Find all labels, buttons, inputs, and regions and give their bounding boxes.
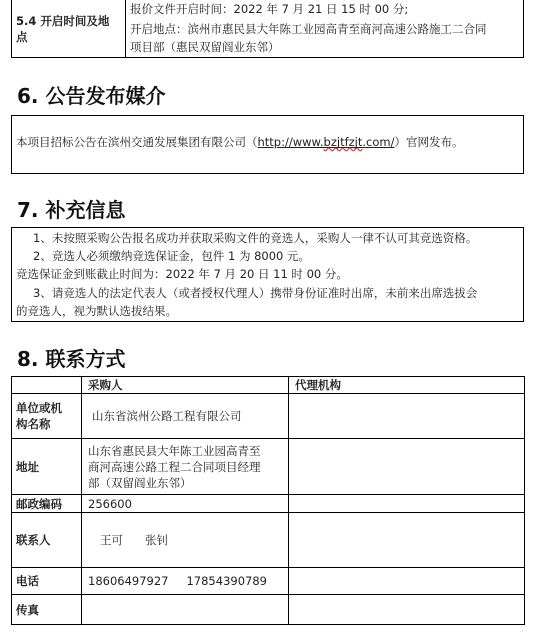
link-prefix: http://www. (257, 135, 324, 149)
phone-label: 电话 (12, 568, 82, 595)
address-value (82, 439, 289, 495)
phone-1: 18606497927 (88, 574, 169, 588)
address-line3: 部（双留阎业东邻） (88, 475, 192, 490)
fax-agency-cell (289, 595, 525, 625)
website-link[interactable] (258, 135, 395, 149)
address-row (12, 439, 525, 495)
header-agency: 代理机构 (289, 377, 525, 394)
contact-name-2: 张钊 (145, 533, 168, 547)
table-header-row (12, 377, 525, 394)
unit-agency-cell (289, 394, 525, 439)
contact-value (82, 513, 289, 568)
section-5-4-label: 5.4 开启时间及地点 (16, 14, 110, 44)
phone-2: 17854390789 (186, 574, 267, 588)
open-place-line2: 项目部（惠民双留阎业东邻） (130, 40, 280, 54)
supplement-item-3-line2: 的竞选人，视为默认选拔结果。 (16, 304, 177, 318)
postcode-agency-cell (289, 495, 525, 513)
section-8-heading: 8. 联系方式 (17, 347, 126, 371)
section-6-text-before: 本项目招标公告在滨州交通发展集团有限公司（ (16, 135, 258, 149)
section-6-heading: 6. 公告发布媒介 (17, 84, 166, 108)
contact-row (12, 513, 525, 568)
supplement-item-2: 2、竞选人必须缴纳竞选保证金，包件 1 为 8000 元。 (33, 249, 311, 263)
section-7-heading: 7. 补充信息 (17, 198, 126, 222)
contact-name-1: 王可 (100, 533, 123, 547)
contact-table (11, 376, 525, 625)
open-time-text: 报价文件开启时间：2022 年 7 月 21 日 15 时 00 分; (130, 2, 409, 16)
link-domain: bzjtfzjt (323, 135, 363, 149)
unit-label-line2: 构名称 (16, 417, 51, 431)
section-6-text (16, 134, 463, 150)
address-line1: 山东省惠民县大年陈工业园高青至 (88, 443, 261, 458)
address-agency-cell (289, 439, 525, 495)
postcode-label: 邮政编码 (12, 495, 82, 513)
section-6-text-after: ）官网发布。 (394, 135, 464, 149)
address-label: 地址 (12, 439, 82, 495)
deposit-deadline: 竞选保证金到账截止时间为：2022 年 7 月 20 日 11 时 00 分。 (16, 267, 348, 281)
unit-value: 山东省滨州公路工程有限公司 (82, 394, 289, 439)
phone-agency-cell (289, 568, 525, 595)
contact-label: 联系人 (12, 513, 82, 568)
postcode-row (12, 495, 525, 513)
unit-row (12, 394, 525, 439)
supplement-item-1: 1、未按照采购公告报名成功并获取采购文件的竞选人，采购人一律不认可其竞选资格。 (33, 231, 478, 245)
fax-row (12, 595, 525, 625)
postcode-value: 256600 (82, 495, 289, 513)
fax-value (82, 595, 289, 625)
link-suffix: .com/ (362, 135, 395, 149)
phone-value (82, 568, 289, 595)
contact-agency-cell (289, 513, 525, 568)
header-empty-cell (12, 377, 82, 394)
supplement-item-3-line1: 3、请竞选人的法定代表人（或者授权代理人）携带身份证准时出席，未前来出席选拔会 (33, 286, 478, 300)
header-purchaser: 采购人 (82, 377, 289, 394)
address-line2: 商河高速公路工程二合同项目经理 (88, 459, 261, 474)
open-place-line1: 开启地点：滨州市惠民县大年陈工业园高青至商河高速公路施工二合同 (130, 22, 487, 36)
unit-label (12, 394, 82, 439)
section-5-4-divider (125, 0, 126, 57)
fax-label: 传真 (12, 595, 82, 625)
unit-label-line1: 单位或机 (16, 401, 62, 415)
phone-row (12, 568, 525, 595)
